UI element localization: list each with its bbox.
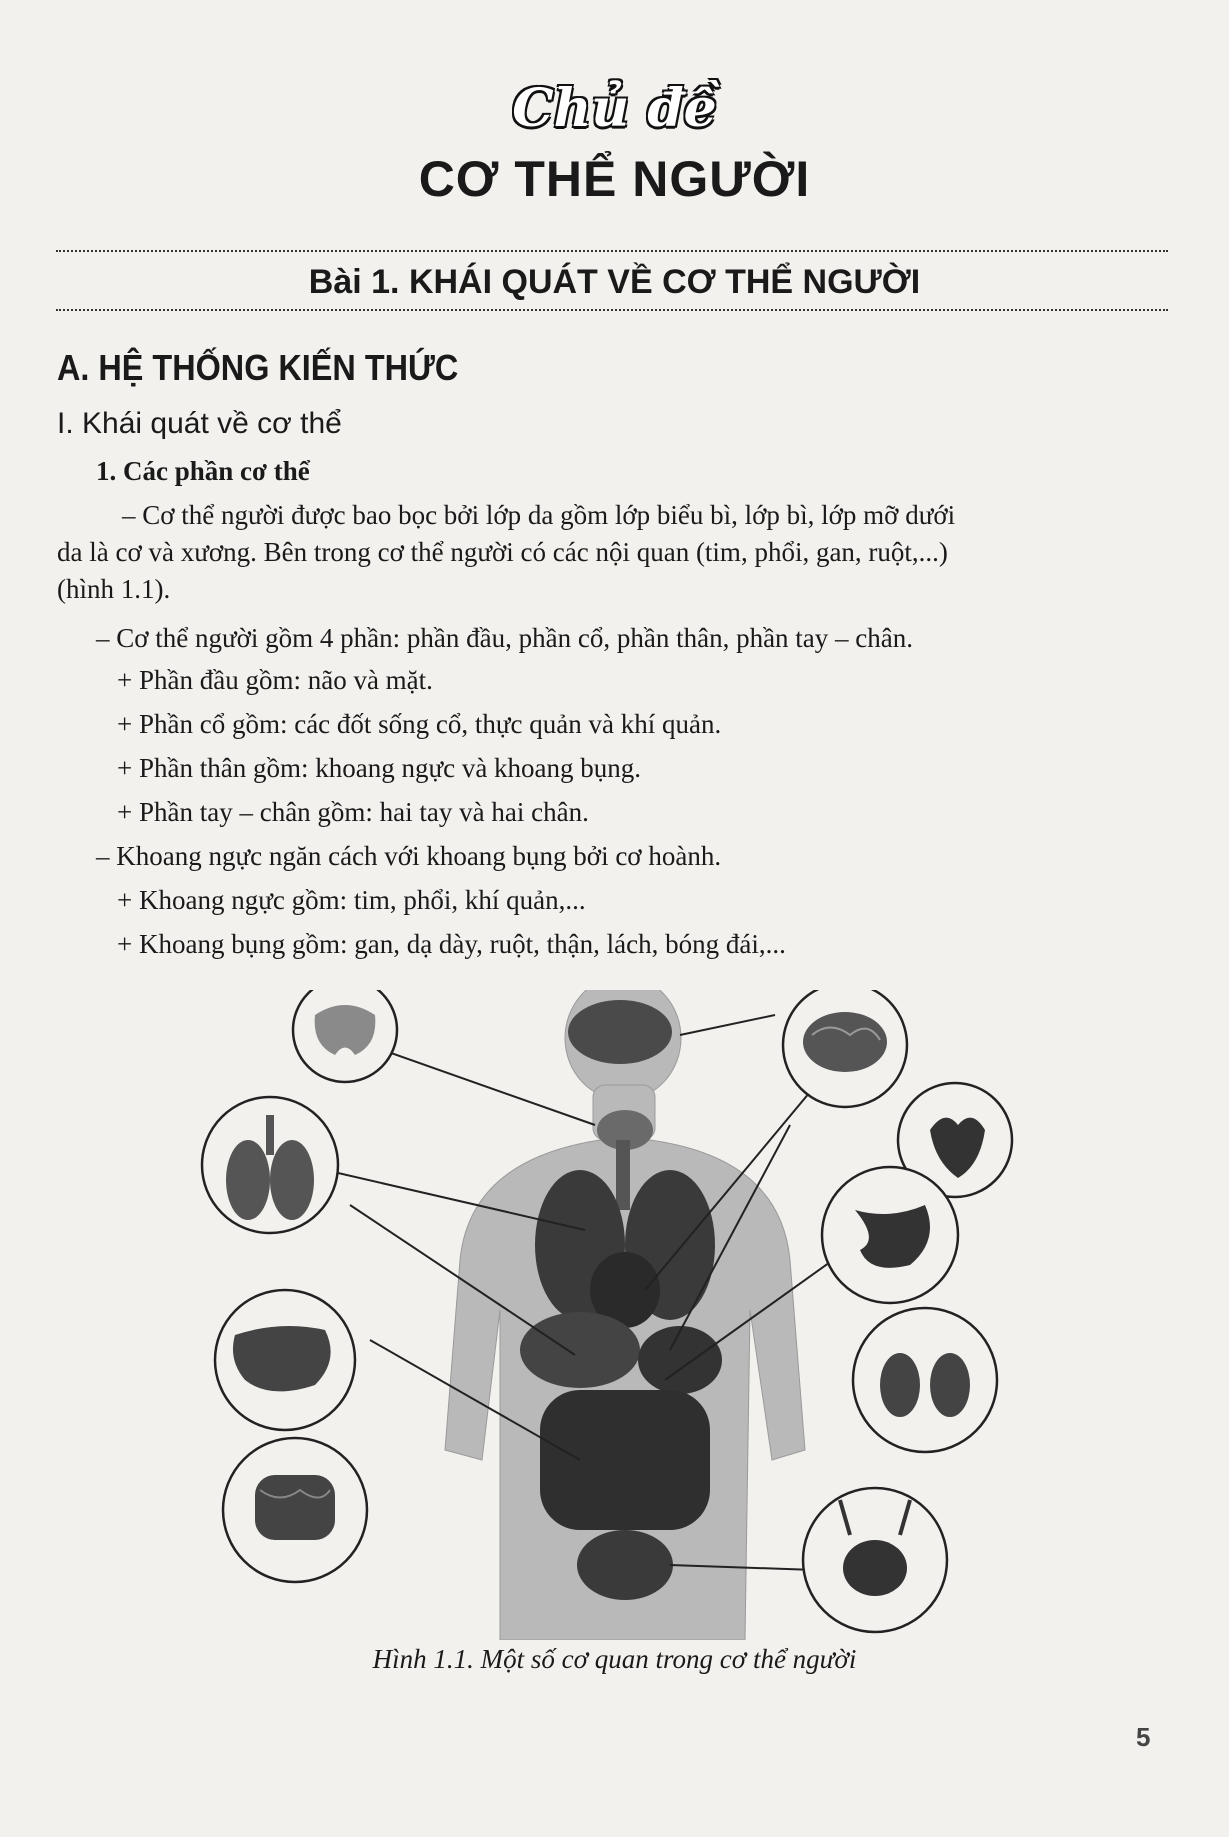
liver-circle	[215, 1290, 355, 1430]
topic-label: Chủ đề	[512, 78, 717, 139]
paragraph-line: – Cơ thể người gồm 4 phần: phần đầu, phần cổ, phần thân, phần tay – chân.	[96, 623, 914, 653]
brain-circle	[783, 990, 907, 1107]
paragraph-line: (hình 1.1).	[57, 574, 171, 604]
bottom-divider	[56, 309, 1168, 311]
human-body-organs-figure	[200, 990, 1080, 1640]
paragraph-line: da là cơ và xương. Bên trong cơ thể người có các nội quan (tim, phổi, gan, ruột,...)	[57, 537, 948, 567]
stomach-circle	[822, 1167, 958, 1303]
bullet-item: + Phần cổ gồm: các đốt sống cổ, thực quản và khí quản.	[117, 709, 722, 739]
kidneys-circle	[853, 1308, 997, 1452]
intestines-circle	[223, 1438, 367, 1582]
lesson-title: Bài 1. KHÁI QUÁT VỀ CƠ THỂ NGƯỜI	[308, 263, 921, 301]
bullet-item: + Phần thân gồm: khoang ngực và khoang bụng.	[117, 753, 642, 783]
paragraph-line: – Khoang ngực ngăn cách với khoang bụng bởi cơ hoành.	[96, 841, 722, 871]
page-number: 5	[1136, 1722, 1151, 1752]
topic-title: CƠ THỂ NGƯỜI	[418, 151, 811, 207]
lungs-circle	[202, 1097, 338, 1233]
figure-caption: Hình 1.1. Một số cơ quan trong cơ thể người	[372, 1644, 857, 1674]
top-divider	[56, 250, 1168, 252]
subsection-heading: 1. Các phần cơ thể	[96, 456, 310, 486]
bullet-item: + Phần tay – chân gồm: hai tay và hai chân.	[117, 797, 589, 827]
section-heading-1: I. Khái quát về cơ thể	[57, 407, 342, 440]
bullet-item: + Khoang bụng gồm: gan, dạ dày, ruột, thận, lách, bóng đái,...	[117, 929, 786, 959]
bladder-circle	[803, 1488, 947, 1632]
thyroid-circle	[293, 990, 397, 1082]
bullet-item: + Phần đầu gồm: não và mặt.	[117, 665, 433, 695]
paragraph-line: – Cơ thể người được bao bọc bởi lớp da gồm lớp biểu bì, lớp bì, lớp mỡ dưới	[122, 500, 956, 530]
section-heading-a: A. HỆ THỐNG KIẾN THỨC	[57, 347, 459, 388]
bullet-item: + Khoang ngực gồm: tim, phổi, khí quản,...	[117, 885, 586, 915]
